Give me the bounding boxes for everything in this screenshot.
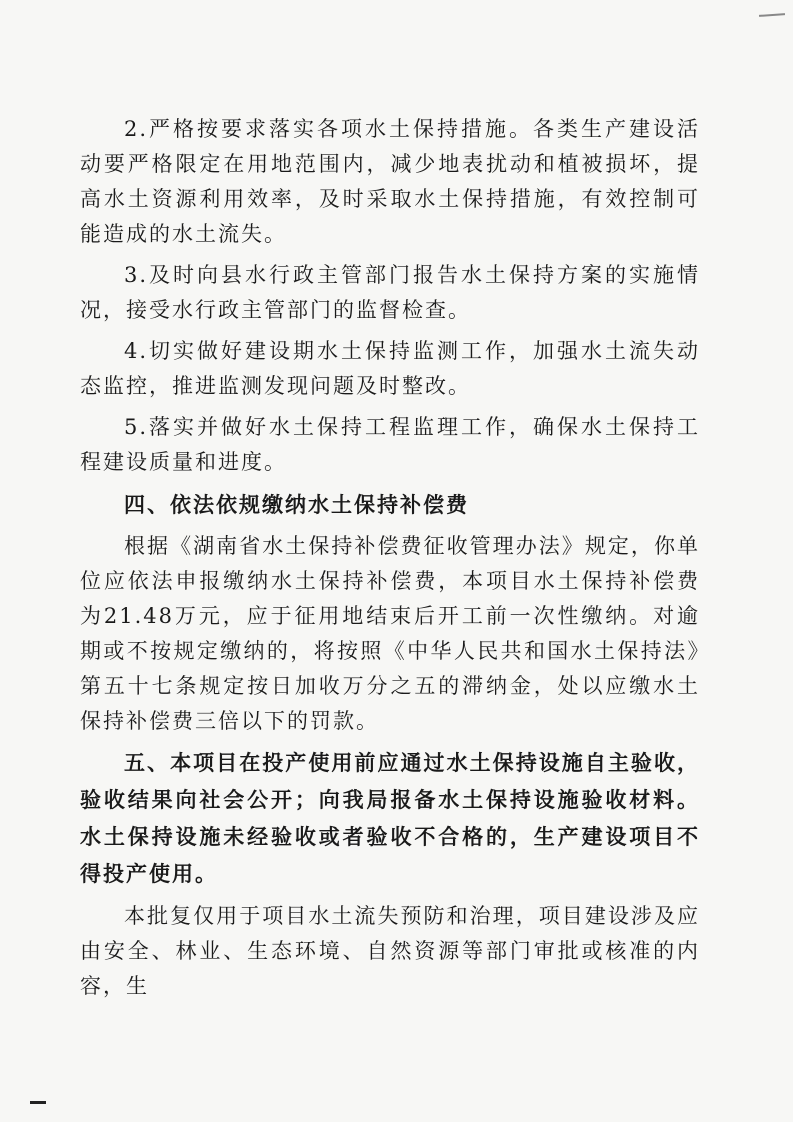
document-body <box>80 112 700 1004</box>
section-four-heading: 四、依法依规缴纳水土保持补偿费 <box>124 493 469 517</box>
paragraph-item-3: 3.及时向县水行政主管部门报告水土保持方案的实施情况，接受水行政主管部门的监督检查。 <box>80 263 700 322</box>
paragraph-item-2: 2.严格按要求落实各项水土保持措施。各类生产建设活动要严格限定在用地范围内，减少地表扰动和植被损坏，提高水土资源利用效率，及时采取水土保持措施，有效控制可能造成的水土流失。 <box>80 117 700 246</box>
scan-mark <box>759 13 785 17</box>
closing-paragraph: 本批复仅用于项目水土流失预防和治理，项目建设涉及应由安全、林业、生态环境、自然资源等部门审批或核准的内容，生 <box>80 904 700 998</box>
scan-mark-bottom <box>30 1101 46 1104</box>
paragraph-item-5: 5.落实并做好水土保持工程监理工作，确保水土保持工程建设质量和进度。 <box>80 415 700 474</box>
paragraph-item-4: 4.切实做好建设期水土保持监测工作，加强水土流失动态监控，推进监测发现问题及时整改。 <box>80 339 700 398</box>
compensation-paragraph: 根据《湖南省水土保持补偿费征收管理办法》规定，你单位应依法申报缴纳水土保持补偿费，本项目水土保持补偿费为21.48万元，应于征用地结束后开工前一次性缴纳。对逾期或不按规定缴纳的，将按照《中华人民共和国水土保持法》第五十七条规定按日加收万分之五的滞纳金，处以应缴水土保持补偿费三倍以下的罚款。 <box>80 534 700 733</box>
section-five-paragraph: 五、本项目在投产使用前应通过水土保持设施自主验收，验收结果向社会公开；向我局报备水土保持设施验收材料。水土保持设施未经验收或者验收不合格的，生产建设项目不得投产使用。 <box>80 751 700 886</box>
